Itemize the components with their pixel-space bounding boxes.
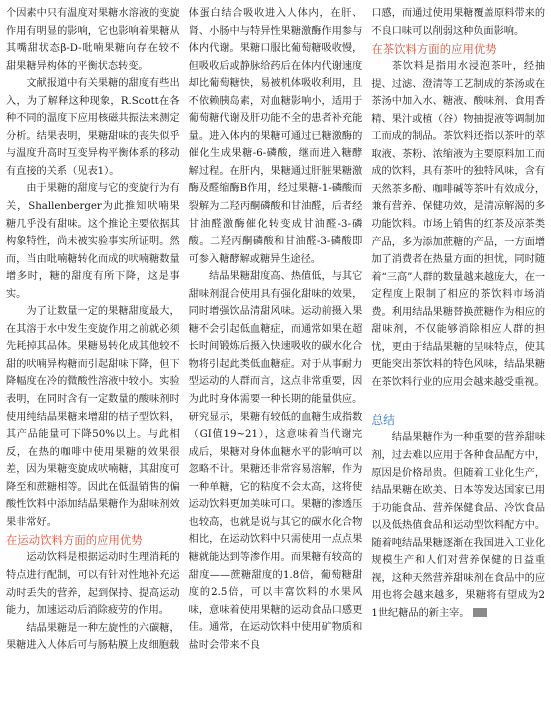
- column-3: [371, 5, 545, 705]
- paragraph: 由于果糖的甜度与它的变旋行为有关，Shallenberger为此推知吠喃果糖几乎没有甜味。这个推论主要依据其构象特性，尚未被实验事实所证明。然而，当由吡喃糖转化而成的吠喃糖数量增多时，糖的甜度有所下降，这是事实。: [6, 183, 180, 300]
- paragraph: 体蛋白结合吸收进入人体内，在肝、肾、小肠中与特异性果糖激酶作用参与体内代谢。果糖口服比葡萄糖吸收慢，但吸收后或静脉给药后在体内代谢速度却比葡萄糖快，易被机体吸收利用，且不依赖胰岛素，对血糖影响小，适用于葡萄糖代谢及肝功能不全的患者补充能量。进入体内的果糖可通过已糖激酶的催化生成果糖-6-磷酸，继而进入糖酵解过程。在肝内，果糖通过肝脏果糖激酶及醛缩酶B作用，经过果糖-1-磷酸而裂解为二羟丙酮磷酸和甘油醛，后者经甘油醛激酶催化转变成甘油醛-3-磷酸。二羟丙酮磷酸和甘油醛-3-磷酸即可参入糖酵解或糖异生途径。: [188, 8, 363, 265]
- paragraph: 个因素中只有温度对果糖水溶液的变旋作用有明显的影响，它也影响着果糖从其嘴甜状态β-D-吡喃果糖向存在较不甜果糖异构体的平衡状态转变。: [6, 8, 180, 72]
- section-heading-sports-drinks: 在运动饮料方面的应用优势: [6, 533, 143, 548]
- paragraph: 为了让数量一定的果糖甜度最大，在其溶于水中发生变旋作用之前就必须先耗掉其品体。果糖易转化成其他较不甜的吠喃异构糖而引起甜味下降，但下降幅度在冷的微酸性溶液中较小。实验表明，在同时含有一定数量的酸味剂时使用纯结晶果糖来增甜的桔子型饮料，其产品能量可下降50%以上。与此相反，在热的咖啡中使用果糖的效果很差，因为果糖变旋成吠喃糖，其甜度可降至和蔗糖相等。因此在低温销售的偏酸性饮料中添加结晶果糖作为甜味剂效果非常好。: [6, 306, 180, 528]
- paragraph: 结晶果糖是一种左旋性的六碳糖，果糖进入人体后可与肠粘膜上皮细胞载: [6, 622, 180, 652]
- paragraph: 结晶果糖甜度高、热值低，与其它甜味剂混合使用具有强化甜味的效果，同时增强饮品清甜风味。运动前摄入果糖不会引起低血糖症，而通常如果在超长时间锻炼后摄入快速吸收的碳水化合物将引起此类低血糖症。对于从事耐力型运动的人群而言，这点非常重要，因为此时身体需要一种长期的能量供应。研究显示，果糖有较低的血糖生成指数（GI值19~21），这意味着当代谢完成后，果糖对身体血糖水平的影响可以忽略不计。果糖还非常容易溶解，作为一种单糖，它的粘度不会太高，这将使运动饮料更加美味可口。果糖的渗透压也较高，也就是说与其它的碳水化合物相比，在运动饮料中只需使用一点点果糖就能达到等渗作用。而果糖有较高的甜度——蔗糖甜度的1.8倍，葡萄糖甜度的2.5倍，可以丰富饮料的水果风味，意味着使用果糖的运动食品口感更佳。通常，在运动饮料中使用矿物质和盐时会带来不良: [188, 271, 363, 651]
- column-2: [189, 5, 363, 705]
- paragraph-summary: [371, 429, 545, 622]
- summary-text: 结晶果糖作为一种重要的营养甜味剂，过去难以应用于各种食品配方中，原因是价格昂贵。但随着工业化生产，结晶果糖在欧美、日本等发达国家已用于功能食品、营养保健食品、冷饮食品以及低热值食品和运动型饮料配方中。随着吨结晶果糖逐渐在我国进入工业化规模生产和人们对营养保健的日益重视，这种天然营养甜味剂在食品中的应用也将会越来越多，果糖将有望成为21世纪糖品的新主宰。: [371, 432, 546, 619]
- paragraph: 文献报道中有关果糖的甜度有些出入，为了解释这种现象，R.Scott在各种不同的温度下应用核磁共振法来测定分析。结果表明，果糖甜味的丧失似乎与温度升高时互变异构平衡体系的移动有直接的关系（见表1）。: [6, 78, 180, 177]
- section-heading-tea-drinks: 在茶饮料方面的应用优势: [371, 42, 497, 57]
- column-1: [6, 5, 180, 705]
- section-heading-summary: 总结: [371, 413, 395, 428]
- end-mark-icon: [473, 608, 487, 617]
- paragraph: 口感，而通过使用果糖覆盖原料带来的不良口味可以削弱这种负面影响。: [371, 8, 546, 37]
- paragraph: 茶饮料是指用水浸泡茶叶，经抽提、过滤、澄清等工艺制成的茶汤或在茶汤中加入水、糖液、酸味剂、食用香精、果汁或植（谷）物抽提液等调制加工而成的制品。茶饮料还指以茶叶的萃取液、茶粉、浓缩液为主要原料加工而成的饮料，具有茶叶的独特风味，含有天然茶多酚、咖啡碱等茶叶有效成分，兼有营养、保健功效，是清凉解渴的多功能饮料。市场上销售的红茶及凉茶类产品，多为添加蔗糖的产品，一方面增加了消费者在热量方面的担忧，同时随着“三高”人群的数量越来越庞大，在一定程度上限制了相应的茶饮料市场消费。利用结晶果糖替换蔗糖作为相应的甜味剂，不仅能够消除相应人群的担忧，更由于结晶果糖的呈味特点，使其更能突出茶饮料的特色风味，结晶果糖在茶饮料行业的应用会越来越受重视。: [371, 61, 546, 388]
- paragraph: 运动饮料是根据运动时生理消耗的特点进行配制，可以有针对性地补充运动时丢失的营养，起到保持、提高运动能力，加速运动后消除疲劳的作用。: [6, 552, 180, 617]
